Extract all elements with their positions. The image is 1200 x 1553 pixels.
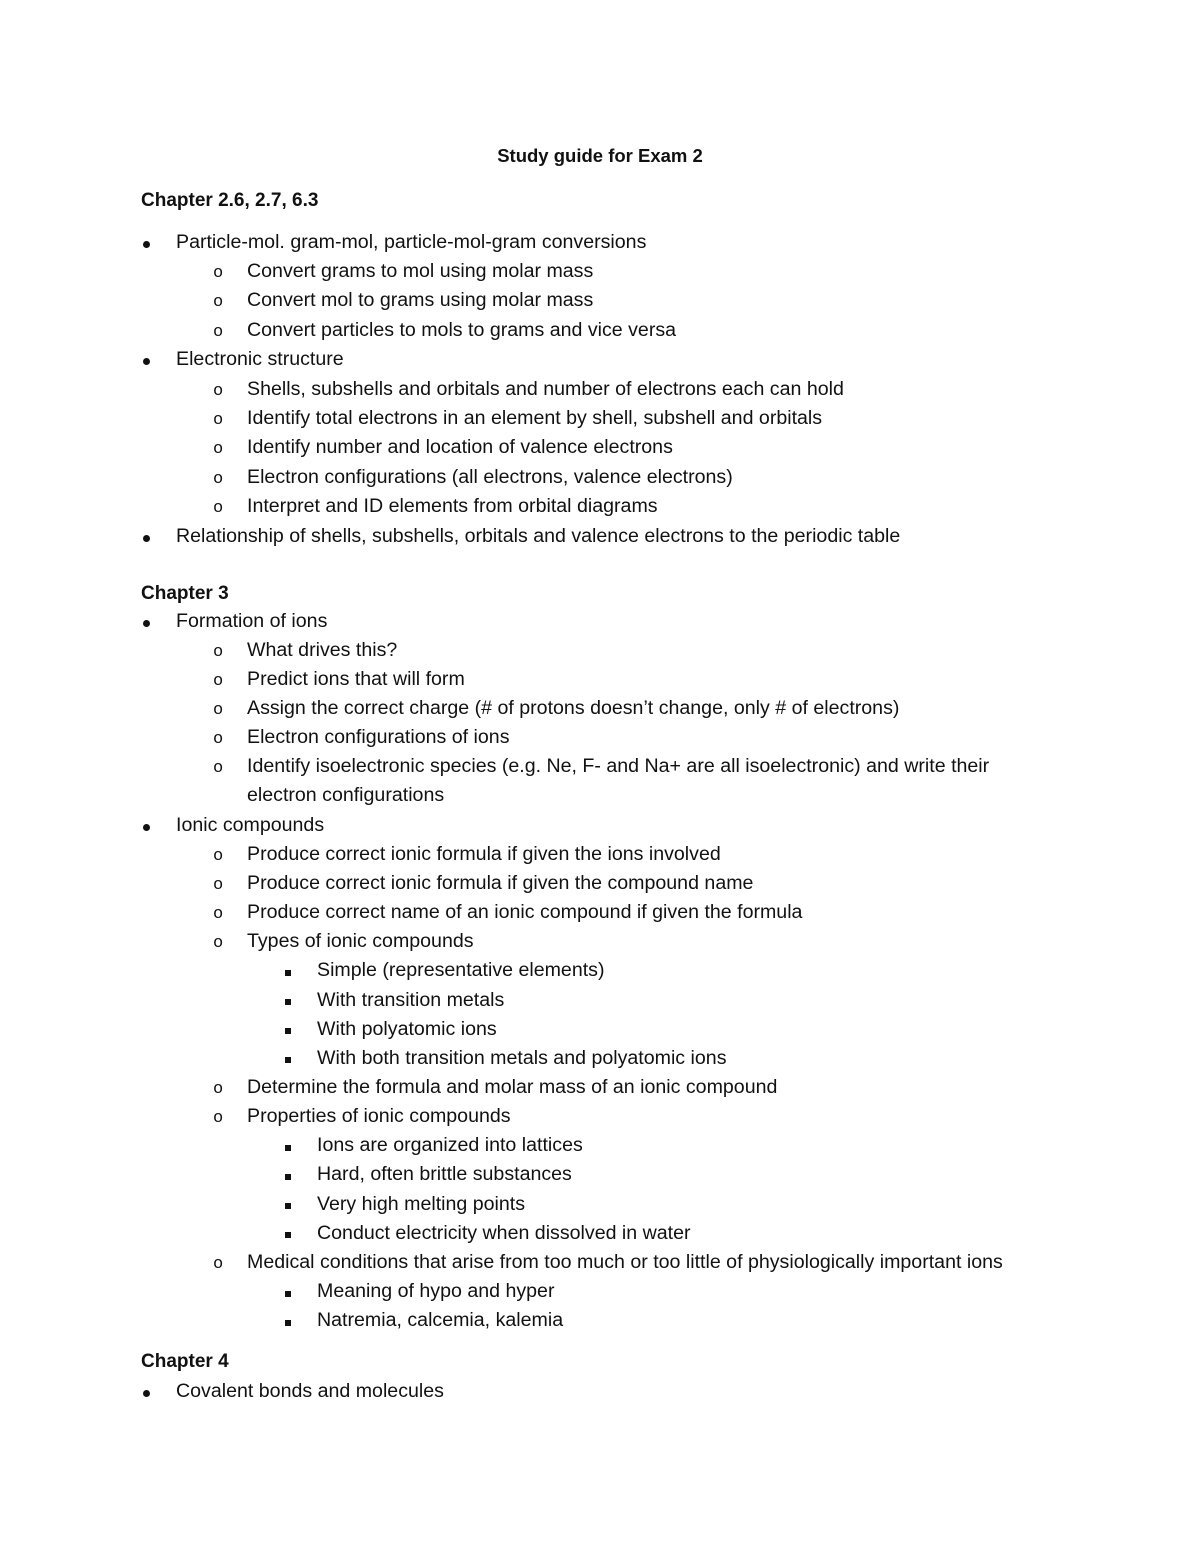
bullet-item: Formation of ions bbox=[141, 607, 1045, 636]
sub-bullet-item: o Shells, subshells and orbitals and number of electrons each can hold bbox=[141, 375, 1045, 404]
bullet-item: Covalent bonds and molecules bbox=[141, 1377, 1045, 1406]
sub-bullet-item: o Interpret and ID elements from orbital diagrams bbox=[141, 492, 1045, 521]
sub-sub-bullet-item: Very high melting points bbox=[141, 1190, 1045, 1219]
bullet-item: Electronic structure bbox=[141, 345, 1045, 374]
sub-bullet-item: o Convert grams to mol using molar mass bbox=[141, 257, 1045, 286]
sub-bullet-item: o Electron configurations (all electrons, valence electrons) bbox=[141, 463, 1045, 492]
chapter-outline bbox=[141, 1377, 1045, 1406]
sub-bullet-item: o Medical conditions that arise from too much or too little of physiologically important ions bbox=[141, 1248, 1045, 1277]
bullet-item: Relationship of shells, subshells, orbitals and valence electrons to the periodic table bbox=[141, 522, 1045, 551]
sub-bullet-item: o Assign the correct charge (# of protons doesn’t change, only # of electrons) bbox=[141, 694, 1045, 723]
chapter-outline bbox=[141, 228, 1045, 551]
sub-bullet-item: o Identify number and location of valence electrons bbox=[141, 433, 1045, 462]
sub-bullet-item: o Convert particles to mols to grams and vice versa bbox=[141, 316, 1045, 345]
sub-bullet-item: o Predict ions that will form bbox=[141, 665, 1045, 694]
sub-sub-bullet-item: With transition metals bbox=[141, 986, 1045, 1015]
sub-bullet-item: o Determine the formula and molar mass of an ionic compound bbox=[141, 1073, 1045, 1102]
sub-bullet-item: o Produce correct ionic formula if given the compound name bbox=[141, 869, 1045, 898]
sub-bullet-item: o Electron configurations of ions bbox=[141, 723, 1045, 752]
sub-bullet-item: o Types of ionic compounds bbox=[141, 927, 1045, 956]
sub-sub-bullet-item: Ions are organized into lattices bbox=[141, 1131, 1045, 1160]
sub-bullet-item: o Identify isoelectronic species (e.g. Ne, F- and Na+ are all isoelectronic) and write their electron configurations bbox=[141, 752, 1045, 810]
sub-bullet-item: o Identify total electrons in an element by shell, subshell and orbitals bbox=[141, 404, 1045, 433]
sub-sub-bullet-item: Simple (representative elements) bbox=[141, 956, 1045, 985]
sub-bullet-item: o Convert mol to grams using molar mass bbox=[141, 286, 1045, 315]
chapter-heading: Chapter 4 bbox=[141, 1351, 229, 1372]
chapter-heading: Chapter 3 bbox=[141, 583, 229, 604]
sub-sub-bullet-item: With polyatomic ions bbox=[141, 1015, 1045, 1044]
chapter-heading: Chapter 2.6, 2.7, 6.3 bbox=[141, 190, 319, 211]
chapter-outline bbox=[141, 607, 1045, 1336]
sub-sub-bullet-item: Hard, often brittle substances bbox=[141, 1160, 1045, 1189]
sub-bullet-item: o Produce correct ionic formula if given the ions involved bbox=[141, 840, 1045, 869]
document-title: Study guide for Exam 2 bbox=[497, 144, 703, 166]
bullet-item: Particle-mol. gram-mol, particle-mol-gram conversions bbox=[141, 228, 1045, 257]
sub-sub-bullet-item: With both transition metals and polyatomic ions bbox=[141, 1044, 1045, 1073]
sub-sub-bullet-item: Meaning of hypo and hyper bbox=[141, 1277, 1045, 1306]
sub-bullet-item: o What drives this? bbox=[141, 636, 1045, 665]
bullet-item: Ionic compounds bbox=[141, 811, 1045, 840]
sub-bullet-item: o Produce correct name of an ionic compound if given the formula bbox=[141, 898, 1045, 927]
sub-bullet-item: o Properties of ionic compounds bbox=[141, 1102, 1045, 1131]
sub-sub-bullet-item: Natremia, calcemia, kalemia bbox=[141, 1306, 1045, 1335]
sub-sub-bullet-item: Conduct electricity when dissolved in water bbox=[141, 1219, 1045, 1248]
